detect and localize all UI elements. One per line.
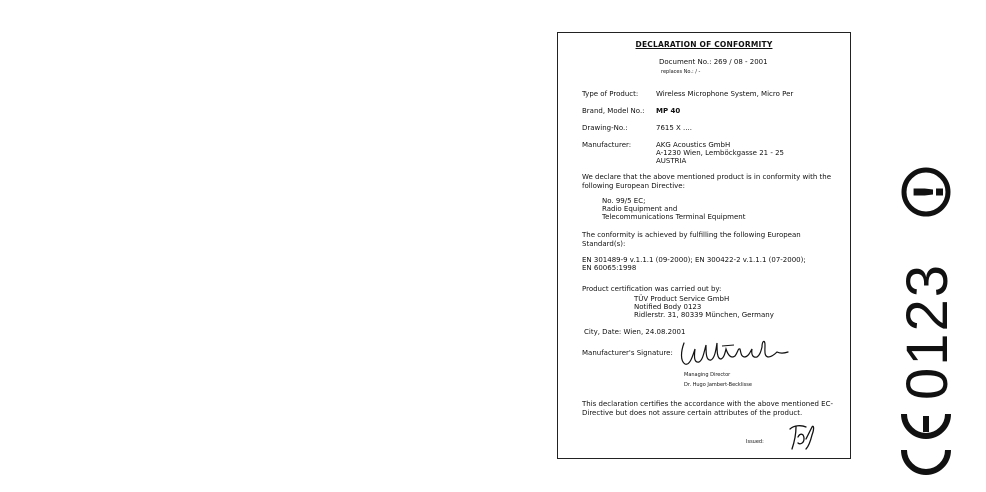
directive-line-1: No. 99/5 EC; xyxy=(602,197,646,205)
footer-paragraph: This declaration certifies the accordance with the above mentioned EC-Directive but does not assure certain attributes of the product. xyxy=(582,400,834,417)
directive-line-3: Telecommunications Terminal Equipment xyxy=(602,213,746,221)
field-value-type: Wireless Microphone System, Micro Per xyxy=(656,90,794,98)
conformity-paragraph: The conformity is achieved by fulfilling the following European Standard(s): xyxy=(582,231,801,248)
manufacturer-country: AUSTRIA xyxy=(656,157,687,165)
signer-name: Dr. Hugo Jambert-Becklisse xyxy=(684,382,752,388)
manufacturer-name: AKG Acoustics GmbH xyxy=(656,141,731,149)
ce-marking xyxy=(898,160,958,476)
alert-class-icon xyxy=(904,170,953,214)
manufacturer-signature xyxy=(676,337,794,371)
directive-line-2: Radio Equipment and xyxy=(602,205,678,213)
cert-line-3: Ridlerstr. 31, 80339 München, Germany xyxy=(634,311,774,319)
issued-label: Issued: xyxy=(746,439,764,445)
field-label-model: Brand, Model No.: xyxy=(582,107,645,115)
document-title: DECLARATION OF CONFORMITY xyxy=(635,40,773,49)
field-value-model: MP 40 xyxy=(656,107,681,115)
manufacturer-address: A-1230 Wien, Lemböckgasse 21 - 25 xyxy=(656,149,784,157)
standards-line-2: EN 60065:1998 xyxy=(582,264,637,272)
field-label-manufacturer: Manufacturer: xyxy=(582,141,632,149)
issued-signature xyxy=(784,421,820,453)
standards-line-1: EN 301489-9 v.1.1.1 (09-2000); EN 300422-2 v.1.1.1 (07-2000); xyxy=(582,256,806,264)
city-date: City, Date: Wien, 24.08.2001 xyxy=(584,328,686,336)
ce-0123-mark xyxy=(898,160,958,476)
ce-text: CE xyxy=(898,160,900,161)
signature-label: Manufacturer's Signature: xyxy=(582,349,673,357)
replaces-number: replaces No.: / - xyxy=(661,69,701,75)
alert-exclamation: ! xyxy=(907,182,953,202)
cert-line-2: Notified Body 0123 xyxy=(634,303,702,311)
document-number: Document No.: 269 / 08 - 2001 xyxy=(659,58,768,66)
field-value-drawing: 7615 X .... xyxy=(656,124,692,132)
ce-logo-icon xyxy=(904,414,948,472)
declaration-document xyxy=(557,32,851,459)
cert-line-1: TÜV Product Service GmbH xyxy=(634,295,730,303)
notified-body-number: 0123 xyxy=(898,262,958,400)
field-label-drawing: Drawing-No.: xyxy=(582,124,628,132)
signer-title: Managing Director xyxy=(684,372,731,378)
declare-paragraph: We declare that the above mentioned product is in conformity with the following European Directive: xyxy=(582,173,832,190)
certification-paragraph: Product certification was carried out by: xyxy=(582,285,722,293)
field-label-type: Type of Product: xyxy=(582,90,639,98)
